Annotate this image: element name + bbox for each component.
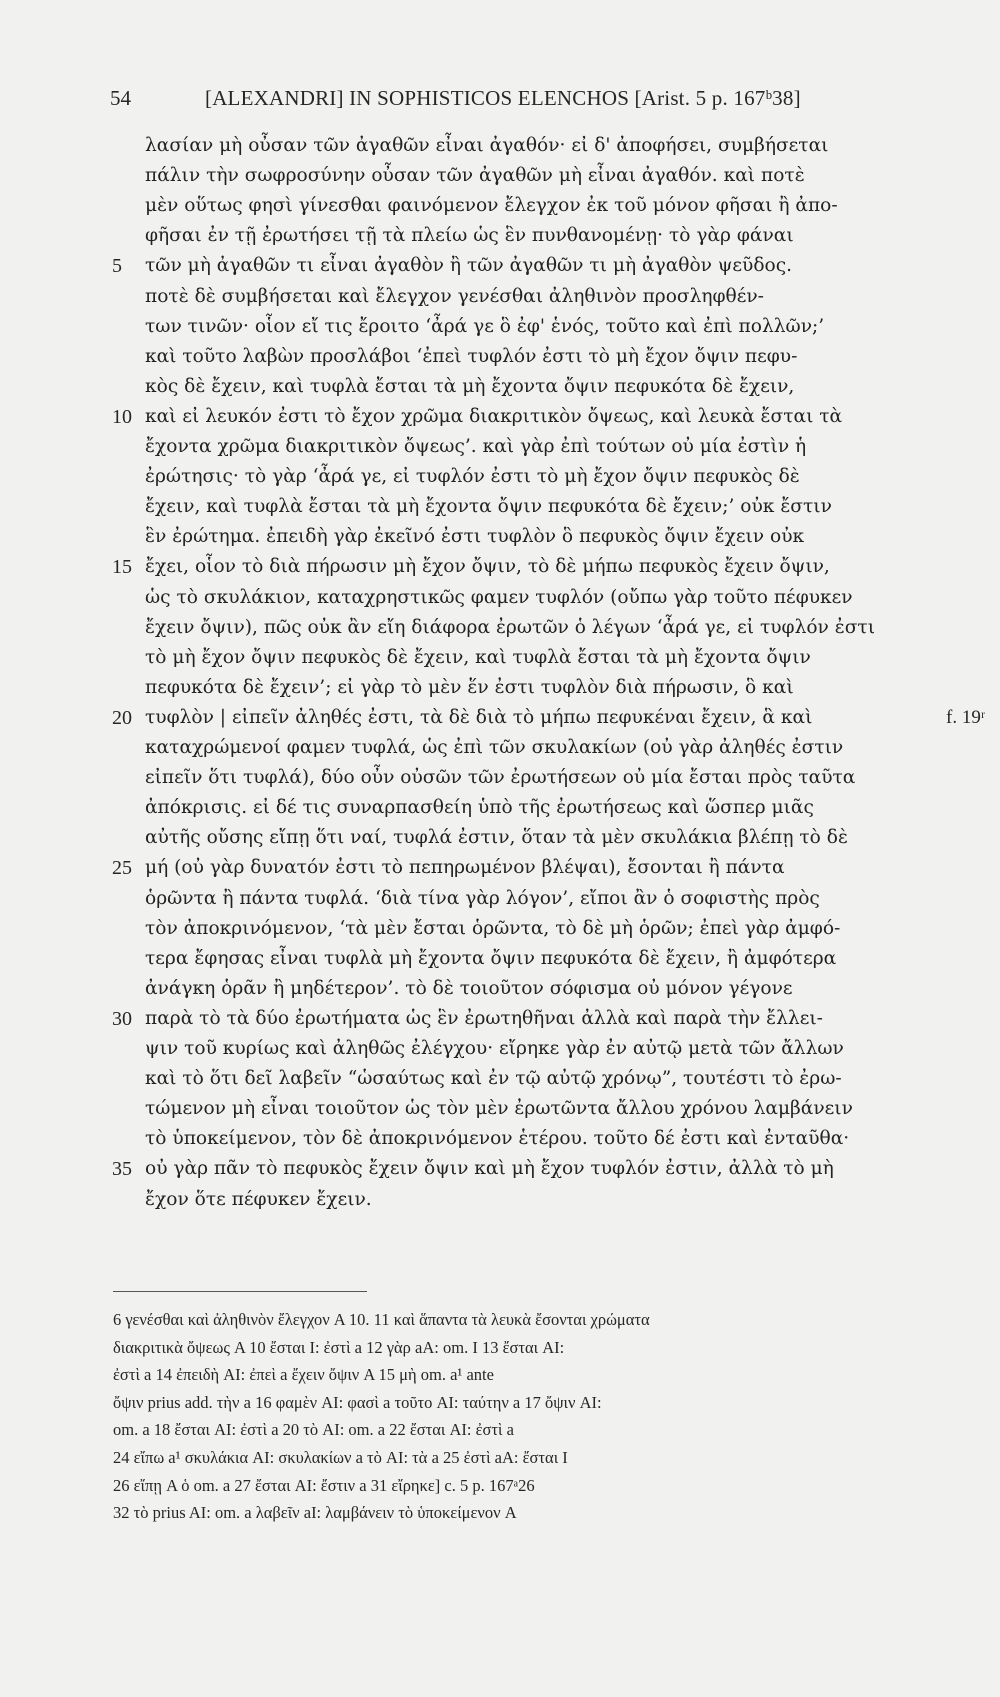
text-line: μή (οὐ γὰρ δυνατόν ἐστι τὸ πεπηρωμένον βλέψαι), ἔσονται ἢ πάντα: [145, 857, 785, 878]
apparatus-line: ἐστὶ a 14 ἐπειδὴ AI: ἐπεὶ a ἔχειν ὄψιν A 15 μὴ om. a¹ ante: [113, 1365, 494, 1384]
text-line: εἰπεῖν ὅτι τυφλά), δύο οὖν οὐσῶν τῶν ἐρωτήσεων οὐ μία ἔσται πρὸς ταῦτα: [145, 767, 856, 788]
text-line: ὁρῶντα ἢ πάντα τυφλά. ‘διὰ τίνα γὰρ λόγον’, εἴποι ἂν ὁ σοφιστὴς πρὸς: [145, 888, 820, 909]
apparatus-line: διακριτικὰ ὄψεως A 10 ἔσται I: ἐστὶ a 12 γὰρ aA: om. I 13 ἔσται AI:: [113, 1338, 565, 1357]
text-line: λασίαν μὴ οὖσαν τῶν ἀγαθῶν εἶναι ἀγαθόν· εἰ δ' ἀποφήσει, συμβήσεται: [145, 135, 829, 156]
text-line: ἔχειν, καὶ τυφλὰ ἔσται τὰ μὴ ἔχοντα ὄψιν πεφυκότα δὲ ἔχειν;’ οὐκ ἔστιν: [145, 496, 832, 517]
text-line: αὐτῆς οὔσης εἴπῃ ὅτι ναί, τυφλά ἐστιν, ὅταν τὰ μὲν σκυλάκια βλέπῃ τὸ δὲ: [145, 827, 848, 848]
line-number: 30: [112, 1008, 132, 1030]
text-line: καταχρώμενοί φαμεν τυφλά, ὡς ἐπὶ τῶν σκυλακίων (οὐ γὰρ ἀληθές ἐστιν: [145, 737, 844, 758]
text-line: ἀνάγκη ὁρᾶν ἢ μηδέτερον’. τὸ δὲ τοιοῦτον σόφισμα οὐ μόνον γέγονε: [145, 978, 793, 999]
text-line: τὸ μὴ ἔχον ὄψιν πεφυκὸς δὲ ἔχειν, καὶ τυφλὰ ἔσται τὰ μὴ ἔχοντα ὄψιν: [145, 647, 811, 668]
text-line: ψιν τοῦ κυρίως καὶ ἀληθῶς ἐλέγχου· εἴρηκε γὰρ ἐν αὐτῷ μετὰ τῶν ἄλλων: [145, 1038, 844, 1059]
text-line: ἔχειν ὄψιν), πῶς οὐκ ἂν εἴη διάφορα ἐρωτῶν ὁ λέγων ‘ἆρά γε, εἰ τυφλόν ἐστι: [145, 617, 876, 638]
text-line: τυφλὸν | εἰπεῖν ἀληθές ἐστι, τὰ δὲ διὰ τὸ μήπω πεφυκέναι ἔχειν, ἃ καὶ: [145, 707, 813, 728]
text-line: τερα ἔφησας εἶναι τυφλὰ μὴ ἔχοντα ὄψιν πεφυκότα δὲ ἔχειν, ἢ ἀμφότερα: [145, 948, 837, 969]
text-line: ἔχοντα χρῶμα διακριτικὸν ὄψεως’. καὶ γὰρ ἐπὶ τούτων οὐ μία ἐστὶν ἡ: [145, 436, 807, 457]
text-line: ἐρώτησις· τὸ γὰρ ‘ἆρά γε, εἰ τυφλόν ἐστι τὸ μὴ ἔχον ὄψιν πεφυκὸς δὲ: [145, 466, 800, 487]
text-line: ὡς τὸ σκυλάκιον, καταχρηστικῶς φαμεν τυφλόν (οὔπω γὰρ τοῦτο πέφυκεν: [145, 587, 853, 608]
text-line: ἀπόκρισις. εἰ δέ τις συναρπασθείη ὑπὸ τῆς ἐρωτήσεως καὶ ὥσπερ μιᾶς: [145, 797, 814, 818]
line-number: 20: [112, 707, 132, 729]
text-line: τώμενον μὴ εἶναι τοιοῦτον ὡς τὸν μὲν ἐρωτῶντα ἄλλου χρόνου λαμβάνειν: [145, 1098, 853, 1119]
apparatus-line: 26 εἴπῃ A ὁ om. a 27 ἔσται AI: ἔστιν a 31 εἴρηκε] c. 5 p. 167ᵃ26: [113, 1476, 535, 1495]
running-title: [ALEXANDRI] IN SOPHISTICOS ELENCHOS [Arist. 5 p. 167ᵇ38]: [205, 86, 801, 110]
line-number: 10: [112, 406, 132, 428]
text-line: οὐ γὰρ πᾶν τὸ πεφυκὸς ἔχειν ὄψιν καὶ μὴ ἔχον τυφλόν ἐστιν, ἀλλὰ τὸ μὴ: [145, 1158, 834, 1179]
text-line: ἓν ἐρώτημα. ἐπειδὴ γὰρ ἐκεῖνό ἐστι τυφλὸν ὃ πεφυκὸς ὄψιν ἔχειν οὐκ: [145, 526, 805, 547]
text-line: πεφυκότα δὲ ἔχειν’; εἰ γὰρ τὸ μὲν ἕν ἐστι τυφλὸν διὰ πήρωσιν, ὃ καὶ: [145, 677, 794, 698]
apparatus-line: ὄψιν prius add. τὴν a 16 φαμὲν AI: φασὶ a τοῦτο AI: ταύτην a 17 ὄψιν AI:: [113, 1393, 602, 1412]
text-line: καὶ τὸ ὅτι δεῖ λαβεῖν “ὡσαύτως καὶ ἐν τῷ αὐτῷ χρόνῳ”, τουτέστι τὸ ἐρω-: [145, 1068, 842, 1089]
line-number: 15: [112, 556, 132, 578]
text-line: πάλιν τὴν σωφροσύνην οὖσαν τῶν ἀγαθῶν μὴ εἶναι ἀγαθόν. καὶ ποτὲ: [145, 165, 805, 186]
text-line: ποτὲ δὲ συμβήσεται καὶ ἔλεγχον γενέσθαι ἀληθινὸν προσληφθέν-: [145, 286, 764, 307]
text-line: των τινῶν· οἷον εἴ τις ἔροιτο ‘ἆρά γε ὃ ἐφ' ἑνός, τοῦτο καὶ ἐπὶ πολλῶν;’: [145, 316, 825, 337]
text-line: τῶν μὴ ἀγαθῶν τι εἶναι ἀγαθὸν ἢ τῶν ἀγαθῶν τι μὴ ἀγαθὸν ψεῦδος.: [145, 255, 793, 276]
text-line: καὶ τοῦτο λαβὼν προσλάβοι ‘ἐπεὶ τυφλόν ἐστι τὸ μὴ ἔχον ὄψιν πεφυ-: [145, 346, 798, 367]
apparatus-line: 32 τὸ prius AI: om. a λαβεῖν aI: λαμβάνειν τὸ ὑποκείμενον A: [113, 1503, 517, 1522]
line-number: 5: [112, 255, 122, 277]
text-line: μὲν οὕτως φησὶ γίνεσθαι φαινόμενον ἔλεγχον ἐκ τοῦ μόνον φῆσαι ἢ ἀπο-: [145, 195, 838, 216]
text-line: καὶ εἰ λευκόν ἐστι τὸ ἔχον χρῶμα διακριτικὸν ὄψεως, καὶ λευκὰ ἔσται τὰ: [145, 406, 843, 427]
text-line: παρὰ τὸ τὰ δύο ἐρωτήματα ὡς ἓν ἐρωτηθῆναι ἀλλὰ καὶ παρὰ τὴν ἔλλει-: [145, 1008, 823, 1029]
apparatus-line: 6 γενέσθαι καὶ ἀληθινὸν ἔλεγχον A 10. 11 καὶ ἅπαντα τὰ λευκὰ ἔσονται χρώματα: [113, 1310, 650, 1329]
text-line: κὸς δὲ ἔχειν, καὶ τυφλὰ ἔσται τὰ μὴ ἔχοντα ὄψιν πεφυκότα δὲ ἔχειν,: [145, 376, 795, 397]
text-line: φῆσαι ἐν τῇ ἐρωτήσει τῇ τὰ πλείω ὡς ἓν πυνθανομένῃ· τὸ γὰρ φάναι: [145, 225, 794, 246]
apparatus-line: 24 εἴπω a¹ σκυλάκια AI: σκυλακίων a τὸ AI: τὰ a 25 ἐστὶ aA: ἔσται I: [113, 1448, 568, 1467]
line-number: 25: [112, 857, 132, 879]
text-line: ἔχον ὅτε πέφυκεν ἔχειν.: [145, 1189, 372, 1210]
text-line: τὸ ὑποκείμενον, τὸν δὲ ἀποκρινόμενον ἑτέρου. τοῦτο δέ ἐστι καὶ ἐνταῦθα·: [145, 1128, 850, 1149]
folio-margin-note: f. 19ʳ: [946, 707, 985, 728]
text-line: τὸν ἀποκρινόμενον, ‘τὰ μὲν ἔσται ὁρῶντα, τὸ δὲ μὴ ὁρῶν; ἐπεὶ γὰρ ἀμφό-: [145, 918, 841, 939]
footnote-rule: [113, 1291, 367, 1292]
apparatus-line: om. a 18 ἔσται AI: ἐστὶ a 20 τὸ AI: om. a 22 ἔσται AI: ἐστὶ a: [113, 1420, 514, 1439]
page-number: 54: [110, 86, 131, 110]
page-header: [110, 86, 910, 116]
line-number: 35: [112, 1158, 132, 1180]
text-line: ἔχει, οἷον τὸ διὰ πήρωσιν μὴ ἔχον ὄψιν, τὸ δὲ μήπω πεφυκὸς ἔχειν ὄψιν,: [145, 556, 830, 577]
